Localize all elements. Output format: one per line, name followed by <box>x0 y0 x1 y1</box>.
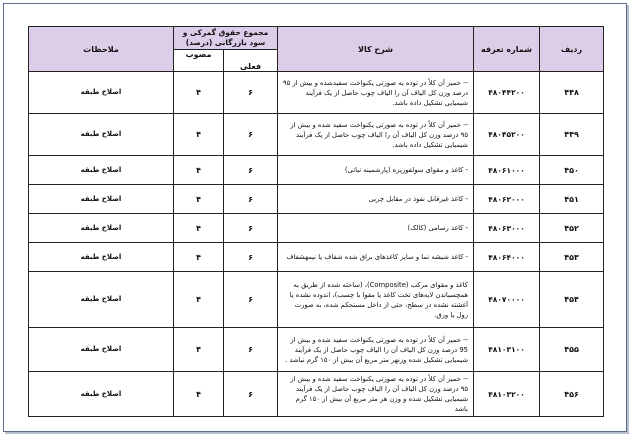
row-number: ۴۵۵ <box>540 328 604 372</box>
approved-rate: ۴ <box>174 214 224 243</box>
current-rate: ۶ <box>224 243 278 272</box>
table-row <box>29 72 604 114</box>
tariff-code: ۴۸۰۴۴۲۰۰ <box>474 72 540 114</box>
tariff-code: ۴۸۱۰۳۱۰۰ <box>474 328 540 372</box>
current-rate: ۶ <box>224 185 278 214</box>
tariff-code: ۴۸۰۶۴۰۰۰ <box>474 243 540 272</box>
row-number: ۴۵۲ <box>540 214 604 243</box>
current-rate: ۶ <box>224 372 278 417</box>
header-current: فعلی <box>224 50 278 72</box>
approved-rate: ۴ <box>174 114 224 156</box>
tariff-code: ۴۸۰۷۰۰۰۰ <box>474 272 540 328</box>
item-description: کاغذ و مقوای مرکب (Composite)، (ساخته شده از طریق به همچسباندن لایه‌های تخت کاغذ یا مقوا با چسب)، اندوده نشده یا آغشته نشده در سطح، حتی از داخل مستحکم شده، به صورت رول یا ورق. <box>278 272 474 328</box>
row-number: ۴۵۴ <box>540 272 604 328</box>
table-row <box>29 156 604 185</box>
item-description: - کاغذ غیرقابل نفوذ در مقابل چربی <box>278 185 474 214</box>
row-note: اصلاح طبقه <box>29 156 174 185</box>
item-description: - کاغذ و مقوای سولفوریزه (پارشمینه نباتی) <box>278 156 474 185</box>
table-row <box>29 214 604 243</box>
tariff-table <box>28 26 604 417</box>
row-note: اصلاح طبقه <box>29 328 174 372</box>
table-row <box>29 372 604 417</box>
row-number: ۴۴۹ <box>540 114 604 156</box>
row-note: اصلاح طبقه <box>29 243 174 272</box>
header-description: شرح کالا <box>278 27 474 72</box>
approved-rate: ۴ <box>174 272 224 328</box>
current-rate: ۶ <box>224 156 278 185</box>
row-note: اصلاح طبقه <box>29 372 174 417</box>
item-description: -- خمیر آن کلاً در توده به صورتی یکنواخت سفید شده و بیش از 95 درصد وزن کل الیاف آن را الیاف چوب حاصل از یک فرآیند شیمیایی تشکیل شده وزنهر متر مربع آن بیش از ۱۵۰ گرم نباشد . <box>278 328 474 372</box>
row-number: ۴۴۸ <box>540 72 604 114</box>
table-row <box>29 185 604 214</box>
row-number: ۴۵۳ <box>540 243 604 272</box>
header-row-number: ردیف <box>540 27 604 72</box>
approved-rate: ۴ <box>174 243 224 272</box>
item-description: -- خمیر آن کلاً در توده به صورتی یکنواخت سفید شده و بیش از ۹۵ درصد وزن کل الیاف آن را الیاف چوب حاصل از یک فرآیند شیمیایی تشکیل داده باشد. <box>278 114 474 156</box>
row-number: ۴۵۰ <box>540 156 604 185</box>
current-rate: ۶ <box>224 72 278 114</box>
row-number: ۴۵۱ <box>540 185 604 214</box>
table-row <box>29 328 604 372</box>
header-notes: ملاحظات <box>29 27 174 72</box>
row-note: اصلاح طبقه <box>29 185 174 214</box>
row-number: ۴۵۶ <box>540 372 604 417</box>
tariff-code: ۴۸۰۶۲۰۰۰ <box>474 185 540 214</box>
header-approved: مصوب <box>174 50 224 72</box>
tariff-code: ۴۸۰۶۳۰۰۰ <box>474 214 540 243</box>
item-description: - کاغذ رسامی (کالک) <box>278 214 474 243</box>
item-description: -- خمیر آن کلاً در توده به صورتی یکنواخت سفیدشده و بیش از ۹۵ درصد وزن کل الیاف آن را الیاف چوب حاصل از یک فرآیند شیمیایی تشکیل داده باشد. <box>278 72 474 114</box>
tariff-code: ۴۸۰۴۵۲۰۰ <box>474 114 540 156</box>
current-rate: ۶ <box>224 114 278 156</box>
tariff-code: ۴۸۱۰۳۲۰۰ <box>474 372 540 417</box>
tariff-code: ۴۸۰۶۱۰۰۰ <box>474 156 540 185</box>
approved-rate: ۴ <box>174 156 224 185</box>
approved-rate: ۴ <box>174 372 224 417</box>
header-tariff-number: شماره تعرفه <box>474 27 540 72</box>
table-row <box>29 243 604 272</box>
table-row <box>29 114 604 156</box>
approved-rate: ۴ <box>174 72 224 114</box>
row-note: اصلاح طبقه <box>29 214 174 243</box>
current-rate: ۶ <box>224 328 278 372</box>
approved-rate: ۴ <box>174 185 224 214</box>
row-note: اصلاح طبقه <box>29 72 174 114</box>
approved-rate: ۴ <box>174 328 224 372</box>
row-note: اصلاح طبقه <box>29 114 174 156</box>
row-note: اصلاح طبقه <box>29 272 174 328</box>
table-row <box>29 272 604 328</box>
item-description: - کاغذ شیشه نما و سایر کاغذهای براق شده شفاف یا نیمهشفاف <box>278 243 474 272</box>
header-duty-group: مجموع حقوق گمرکی و سود بازرگانی (درصد) <box>174 27 278 50</box>
item-description: -- خمیر آن کلاً در توده به صورتی یکنواخت سفید شده و بیش از ۹۵ درصد وزن کل الیاف آن را الیاف چوب حاصل از یک فرآیند شیمیایی تشکیل شده و وزن هر متر مربع آن بیش از ۱۵۰ گرم باشد <box>278 372 474 417</box>
current-rate: ۶ <box>224 272 278 328</box>
current-rate: ۶ <box>224 214 278 243</box>
